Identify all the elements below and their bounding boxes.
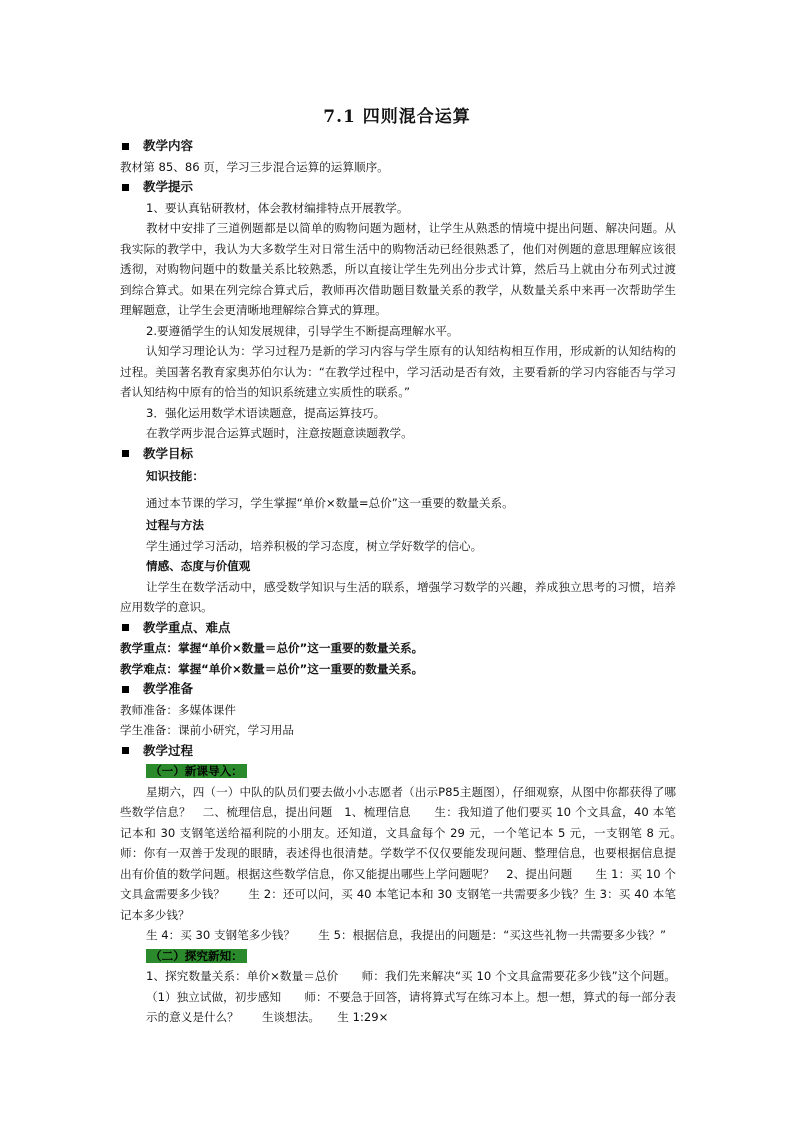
section-heading-tips: 教学提示 <box>120 177 676 198</box>
document-body <box>120 136 700 1028</box>
goals-knowledge-label: 知识技能： <box>146 469 204 483</box>
step2-label-row <box>120 946 676 967</box>
step1-text: 星期六，四（一）中队的队员们要去做小小志愿者（出示P85主题图），仔细观察，从图中你都获得了哪些数学信息？ 二、梳理信息，提出问题 1、梳理信息 生：我知道了他们要买 10 个文具盒，40 本笔记本和 30 支钢笔送给福利院的小朋友。还知道，文具盒每个 29 元，一个笔记本 5 元，一支钢笔 8 元。 师：你有一双善于发现的眼睛，表述得也很清楚。学数学不仅仅要能发现问题、整理信息，也要根据信息提出有价值的数学问题。根据这些数学信息，你又能提出哪些上学问题呢？ 2、提出问题 生 1：买 10 个文具盒需要多少钱？ 生 2：还可以问，买 40 本笔记本和 30 支钢笔一共需要多少钱？生 3：买 40 本笔记本多少钱？ <box>120 784 700 922</box>
step1-label: （一）新课导入： <box>146 764 247 778</box>
teacher-preparation: 教师准备：多媒体课件 <box>120 702 236 717</box>
square-bullet-icon <box>122 450 129 457</box>
square-bullet-icon <box>122 143 129 150</box>
section-heading-goals: 教学目标 <box>120 444 676 465</box>
step1-label-row <box>120 761 676 782</box>
step2-label: （二）探究新知： <box>146 949 247 963</box>
difficult-point-text: 教学难点：掌握“单价×数量＝总价”这一重要的数量关系。 <box>120 661 424 676</box>
goals-process-text: 学生通过学习活动，培养积极的学习态度，树立学好数学的信心。 <box>146 538 483 553</box>
section-heading-preparation: 教学准备 <box>120 679 676 700</box>
square-bullet-icon <box>122 624 129 631</box>
goals-process-label: 过程与方法 <box>146 518 204 532</box>
section-heading-content: 教学内容 <box>120 136 676 157</box>
tips-paragraph-3: 2.要遵循学生的认知发展规律，引导学生不断提高理解水平。 <box>146 323 459 338</box>
content-text: 教材第 85、86 页，学习三步混合运算的运算顺序。 <box>120 159 389 174</box>
step2-text: 1、探究数量关系：单价×数量＝总价 师：我们先来解决“买 10 个文具盒需要花多少钱”这个问题。（1）独立试做，初步感知 师：不要急于回答，请将算式写在练习本上。想一想，算式的每一部分表示的意义是什么？ 生谈想法。 生 1:29× <box>146 969 676 1024</box>
tips-paragraph-6: 在教学两步混合运算式题时，注意按题意读题教学。 <box>146 426 413 440</box>
section-heading-process: 教学过程 <box>120 741 676 762</box>
goals-knowledge-text: 通过本节课的学习，学生掌握“单价×数量=总价”这一重要的数量关系。 <box>146 495 514 510</box>
square-bullet-icon <box>122 686 129 693</box>
square-bullet-icon <box>122 184 129 191</box>
key-point-text: 教学重点：掌握“单价×数量＝总价”这一重要的数量关系。 <box>120 641 424 655</box>
goals-emotion-text: 让学生在数学活动中，感受数学知识与生活的联系，增强学习数学的兴趣，养成独立思考的习惯，培养应用数学的意识。 <box>120 579 676 614</box>
tips-paragraph-2: 教材中安排了三道例题都是以简单的购物问题为题材，让学生从熟悉的情境中提出问题、解决问题。从我实际的教学中，我认为大多数学生对日常生活中的购物活动已经很熟悉了，他们对例题的意思理解应该很透彻，对购物问题中的数量关系比较熟悉，所以直接让学生先列出分步式计算，然后马上就由分布列式过渡到综合算式。如果在列完综合算式后，教师再次借助题目数量关系的教学，从数量关系中来再一次帮助学生理解题意，让学生会更清晰地理解综合算式的算理。 <box>120 221 676 317</box>
page-title: 7.1 四则混合运算 <box>323 107 471 127</box>
tips-paragraph-5: 3．强化运用数学术语读题意，提高运算技巧。 <box>146 405 386 420</box>
student-preparation: 学生准备：课前小研究，学习用品 <box>120 723 294 737</box>
square-bullet-icon <box>122 747 129 754</box>
tips-paragraph-4: 认知学习理论认为：学习过程乃是新的学习内容与学生原有的认知结构相互作用，形成新的认知结构的过程。美国著名教育家奥苏伯尔认为：“在教学过程中，学习活动是否有效，主要看新的学习内容能否与学习者认知结构中原有的恰当的知识系统建立实质性的联系。” <box>120 344 676 399</box>
step1-text-2: 生 4：买 30 支钢笔多少钱？ 生 5：根据信息，我提出的问题是：“买这些礼物一共需要多少钱？” <box>146 928 667 942</box>
section-heading-key-points: 教学重点、难点 <box>120 618 676 639</box>
goals-emotion-label: 情感、态度与价值观 <box>146 559 251 573</box>
tips-paragraph-1: 1、要认真钻研教材，体会教材编排特点开展教学。 <box>146 200 409 215</box>
